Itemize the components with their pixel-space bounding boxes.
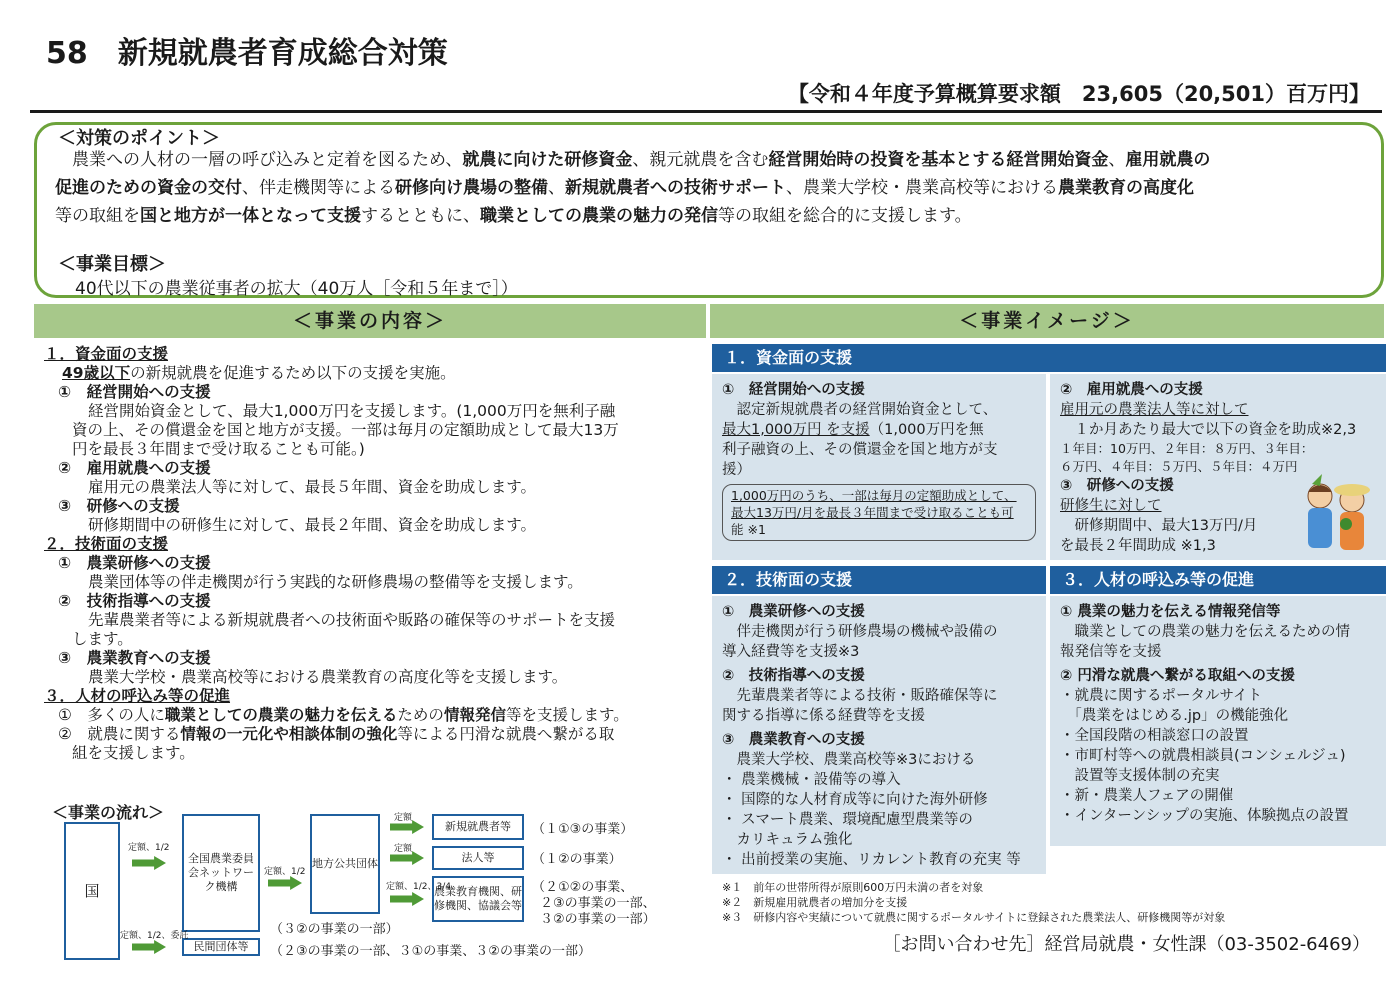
panel3: ① 農業の魅力を伝える情報発信等 職業としての農業の魅力を伝えるための情 報発信等を支援 ② 円滑な就農へ繋がる取組への支援 ・就農に関するポータルサイト 「農業をはじめる.jp」の機能強化 ・全国段階の相談窓口の設置 ・市町村等への就農相談員(コンシェルジュ) 設置等支援体制の充実 ・新・農業人フェアの開催 ・インターンシップの実施、体験拠点の設置 — [1050, 596, 1386, 846]
panel1a-note: 1,000万円のうち、一部は毎月の定額助成として、 最大13万円/月を最長３年間まで受け取ることも可 能 ※1 — [722, 484, 1036, 541]
flow-arrow-label: 定額 — [394, 844, 413, 854]
goal-label: ＜事業目標＞ — [58, 254, 166, 275]
flow-arrow-label: 定額、1/2、3/4 — [386, 882, 451, 892]
flow-org1: 全国農業委員会ネットワーク機構 — [182, 814, 260, 932]
flow-local: 地方公共団体 — [310, 814, 380, 914]
flow-note: （１①③の事業） — [532, 822, 634, 837]
flow-note: （３②の事業の一部） — [270, 922, 399, 937]
flow-recv1: 新規就農者等 — [432, 814, 524, 840]
flow-recv2: 法人等 — [432, 846, 524, 870]
flow-note: ３②の事業の一部） — [540, 912, 656, 927]
flow-arrow-label: 定額、1/2、委託 — [120, 931, 189, 941]
flow-arrow-label: 定額、1/2 — [128, 843, 170, 853]
flow-country: 国 — [64, 822, 120, 960]
flow-arrow — [132, 940, 166, 954]
flow-arrow-label: 定額 — [394, 813, 413, 823]
flow-recv3: 農業教育機関、研修機関、協議会等 — [432, 876, 524, 922]
panel1b: ② 雇用就農への支援 雇用元の農業法人等に対して １か月あたり最大で以下の資金を助成※2,3 １年目：10万円、２年目：８万円、３年目： ６万円、４年目：５万円、５年目：４万円 ③ 研修への支援 研修生に対して 研修期間中、最大13万円/月 を最長２年間助成 ※1,3 — [1050, 374, 1386, 560]
goal-text: 40代以下の農業従事者の拡大（40万人［令和５年まで］） — [58, 279, 518, 299]
content-header: ＜事業の内容＞ — [34, 304, 706, 338]
panel1-header: １．資金面の支援 — [712, 344, 1386, 372]
points-label: ＜対策のポイント＞ — [58, 128, 220, 149]
flow-label: ＜事業の流れ＞ — [52, 803, 165, 822]
flow-private: 民間団体等 — [182, 938, 260, 956]
page-title: 58 新規就農者育成総合対策 — [46, 36, 448, 71]
panel1a: ① 経営開始への支援 認定新規就農者の経営開始資金として、 最大1,000万円 を支援（1,000万円を無 利子融資の上、その償還金を国と地方が支 援） 1,000万円のうち、一部は毎月の定額助成として、 最大13万円/月を最長３年間まで受け取ることも可 能 ※1 — [712, 374, 1046, 560]
points-text: 農業への人材の一層の呼び込みと定着を図るため、就農に向けた研修資金、親元就農を含む経営開始時の投資を基本とする経営開始資金、雇用就農の 促進のための資金の交付、伴走機関等による研修向け農場の整備、新規就農者への技術サポート、農業大学校・農業高校等における農業教育の高度化 等の取組を国と地方が一体となって支援するとともに、職業としての農業の魅力の発信等の取組を総合的に支援します。 — [55, 150, 1211, 226]
farmers-illustration — [1300, 474, 1376, 556]
budget-amount: 【令和４年度予算概算要求額 23,605（20,501）百万円】 — [787, 82, 1370, 106]
title-divider — [30, 110, 1382, 113]
panel2-header: ２．技術面の支援 — [712, 566, 1046, 594]
image-header: ＜事業イメージ＞ — [710, 304, 1384, 338]
flow-note: （２③の事業の一部、３①の事業、３②の事業の一部） — [270, 944, 591, 959]
contact-info: ［お問い合わせ先］経営局就農・女性課（03-3502-6469） — [882, 934, 1370, 955]
panel3-header: ３．人材の呼込み等の促進 — [1050, 566, 1386, 594]
flow-note: （２①②の事業、 — [532, 880, 634, 895]
flow-note: （１②の事業） — [532, 852, 622, 867]
content-section: １．資金面の支援 49歳以下の新規就農を促進するため以下の支援を実施。 ① 経営開始への支援 経営開始資金として、最大1,000万円を支援します。(1,000万円を無利子融 資の上、その償還金を国と地方が支援。一部は毎月の定額助成として最大13万 円を最長３年間まで受け取ることも可能。) ② 雇用就農への支援 雇用元の農業法人等に対して、最長５年間、資金を助成します。 ③ 研修への支援 研修期間中の研修生に対して、最長２年間、資金を助成します。 ２．技術面の支援 ① 農業研修への支援 農業団体等の伴走機関が行う実践的な研修農場の整備等を支援します。 ② 技術指導への支援 先輩農業者等による新規就農者への技術面や販路の確保等のサポートを支援 します。 ③ 農業教育への支援 農業大学校・農業高校等における農業教育の高度化等を支援します。 ３．人材の呼込み等の促進 ① 多くの人に職業としての農業の魅力を伝えるための情報発信等を支援します。 ② 就農に関する情報の一元化や相談体制の強化等による円滑な就農へ繋がる取 組を支援します。 — [44, 345, 629, 762]
footnotes: ※１ 前年の世帯所得が原則600万円未満の者を対象 ※２ 新規雇用就農者の増加分を支援 ※３ 研修内容や実績について就農に関するポータルサイトに登録された農業法人、研修機関等が対象 — [722, 881, 1226, 924]
flow-arrow — [268, 876, 302, 890]
flow-arrow-label: 定額、1/2 — [264, 867, 306, 877]
flow-note: ２③の事業の一部、 — [540, 896, 656, 911]
flow-arrow — [390, 892, 424, 906]
panel2: ① 農業研修への支援 伴走機関が行う研修農場の機械や設備の 導入経費等を支援※3 ② 技術指導への支援 先輩農業者等による技術・販路確保等に 関する指導に係る経費等を支援 ③ 農業教育への支援 農業大学校、農業高校等※3における ・ 農業機械・設備等の導入 ・ 国際的な人材育成等に向けた海外研修 ・ スマート農業、環境配慮型農業等の カリキュラム強化 ・ 出前授業の実施、リカレント教育の充実 等 — [712, 596, 1046, 874]
flow-arrow — [132, 856, 166, 870]
